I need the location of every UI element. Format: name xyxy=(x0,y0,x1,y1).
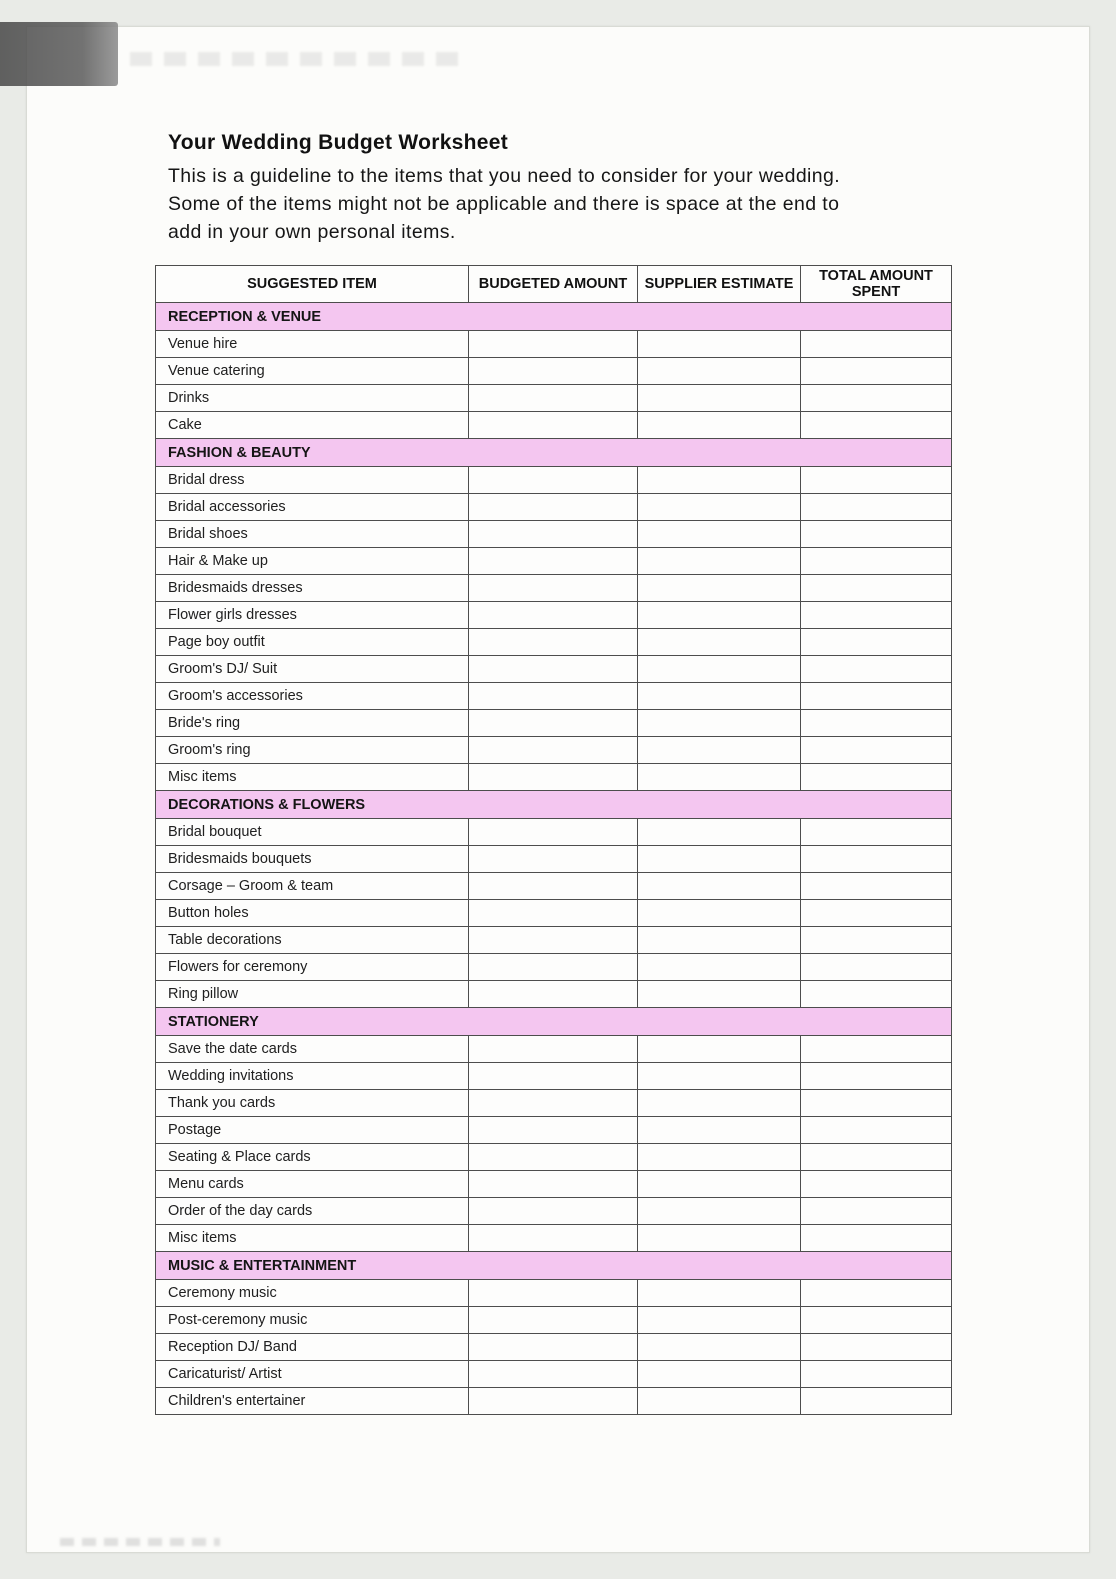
blank-cell xyxy=(469,467,638,494)
blank-cell xyxy=(801,656,952,683)
blank-cell xyxy=(638,683,801,710)
blank-cell xyxy=(801,1280,952,1307)
table-row xyxy=(156,1117,952,1144)
blank-cell xyxy=(469,1334,638,1361)
table-row xyxy=(156,1144,952,1171)
blank-cell xyxy=(638,846,801,873)
table-row xyxy=(156,575,952,602)
item-label: Caricaturist/ Artist xyxy=(156,1361,469,1388)
section-label: RECEPTION & VENUE xyxy=(156,303,952,331)
table-row xyxy=(156,683,952,710)
section-row xyxy=(156,1252,952,1280)
section-label: FASHION & BEAUTY xyxy=(156,439,952,467)
column-header-total-amount-spent: TOTAL AMOUNT SPENT xyxy=(801,266,952,303)
table-row xyxy=(156,764,952,791)
item-label: Order of the day cards xyxy=(156,1198,469,1225)
table-row xyxy=(156,954,952,981)
table-row xyxy=(156,900,952,927)
item-label: Corsage – Groom & team xyxy=(156,873,469,900)
blank-cell xyxy=(638,764,801,791)
item-label: Wedding invitations xyxy=(156,1063,469,1090)
blank-cell xyxy=(469,1388,638,1415)
blank-cell xyxy=(801,873,952,900)
blank-cell xyxy=(469,331,638,358)
table-row xyxy=(156,1090,952,1117)
blank-cell xyxy=(638,1090,801,1117)
scan-noise xyxy=(60,1538,220,1546)
blank-cell xyxy=(469,412,638,439)
page-title: Your Wedding Budget Worksheet xyxy=(168,131,509,154)
blank-cell xyxy=(801,575,952,602)
blank-cell xyxy=(638,1225,801,1252)
blank-cell xyxy=(638,900,801,927)
blank-cell xyxy=(469,1144,638,1171)
blank-cell xyxy=(801,1307,952,1334)
blank-cell xyxy=(801,900,952,927)
table-row xyxy=(156,1063,952,1090)
table-row xyxy=(156,819,952,846)
budget-table xyxy=(155,265,952,1415)
blank-cell xyxy=(469,385,638,412)
intro-paragraph xyxy=(168,162,978,246)
section-row xyxy=(156,1008,952,1036)
blank-cell xyxy=(638,927,801,954)
blank-cell xyxy=(638,1334,801,1361)
item-label: Groom's DJ/ Suit xyxy=(156,656,469,683)
blank-cell xyxy=(469,737,638,764)
blank-cell xyxy=(801,1063,952,1090)
blank-cell xyxy=(801,494,952,521)
column-header-budgeted-amount: BUDGETED AMOUNT xyxy=(469,266,638,303)
blank-cell xyxy=(801,1117,952,1144)
blank-cell xyxy=(638,656,801,683)
table-row xyxy=(156,629,952,656)
blank-cell xyxy=(801,1144,952,1171)
blank-cell xyxy=(469,494,638,521)
table-row xyxy=(156,1280,952,1307)
blank-cell xyxy=(638,1063,801,1090)
blank-cell xyxy=(638,629,801,656)
item-label: Bridesmaids bouquets xyxy=(156,846,469,873)
blank-cell xyxy=(469,927,638,954)
item-label: Cake xyxy=(156,412,469,439)
blank-cell xyxy=(801,331,952,358)
blank-cell xyxy=(638,1036,801,1063)
blank-cell xyxy=(638,710,801,737)
item-label: Venue hire xyxy=(156,331,469,358)
item-label: Children's entertainer xyxy=(156,1388,469,1415)
table-row xyxy=(156,1198,952,1225)
table-row xyxy=(156,846,952,873)
table-row xyxy=(156,737,952,764)
item-label: Hair & Make up xyxy=(156,548,469,575)
table-row xyxy=(156,873,952,900)
blank-cell xyxy=(469,846,638,873)
table-row xyxy=(156,358,952,385)
blank-cell xyxy=(801,1225,952,1252)
blank-cell xyxy=(801,521,952,548)
section-row xyxy=(156,303,952,331)
blank-cell xyxy=(801,412,952,439)
blank-cell xyxy=(638,819,801,846)
blank-cell xyxy=(801,385,952,412)
table-row xyxy=(156,602,952,629)
table-row xyxy=(156,1225,952,1252)
table-row xyxy=(156,521,952,548)
budget-table-header xyxy=(156,266,952,303)
item-label: Ring pillow xyxy=(156,981,469,1008)
item-label: Flower girls dresses xyxy=(156,602,469,629)
blank-cell xyxy=(469,1361,638,1388)
blank-cell xyxy=(801,602,952,629)
blank-cell xyxy=(469,1117,638,1144)
item-label: Post-ceremony music xyxy=(156,1307,469,1334)
blank-cell xyxy=(469,1063,638,1090)
blank-cell xyxy=(638,575,801,602)
blank-cell xyxy=(469,1307,638,1334)
blank-cell xyxy=(638,873,801,900)
item-label: Ceremony music xyxy=(156,1280,469,1307)
blank-cell xyxy=(638,1388,801,1415)
item-label: Postage xyxy=(156,1117,469,1144)
blank-cell xyxy=(469,981,638,1008)
blank-cell xyxy=(469,602,638,629)
blank-cell xyxy=(469,575,638,602)
blank-cell xyxy=(801,954,952,981)
blank-cell xyxy=(638,954,801,981)
scan-smudge xyxy=(130,52,460,66)
blank-cell xyxy=(801,1334,952,1361)
item-label: Groom's accessories xyxy=(156,683,469,710)
blank-cell xyxy=(638,358,801,385)
blank-cell xyxy=(469,1225,638,1252)
blank-cell xyxy=(638,737,801,764)
table-row xyxy=(156,1307,952,1334)
blank-cell xyxy=(638,548,801,575)
table-row xyxy=(156,981,952,1008)
blank-cell xyxy=(638,385,801,412)
blank-cell xyxy=(638,1307,801,1334)
section-row xyxy=(156,791,952,819)
blank-cell xyxy=(801,683,952,710)
blank-cell xyxy=(469,548,638,575)
blank-cell xyxy=(801,629,952,656)
blank-cell xyxy=(469,629,638,656)
item-label: Table decorations xyxy=(156,927,469,954)
item-label: Misc items xyxy=(156,1225,469,1252)
blank-cell xyxy=(801,1171,952,1198)
table-row xyxy=(156,1361,952,1388)
budget-table-body xyxy=(156,303,952,1415)
section-label: MUSIC & ENTERTAINMENT xyxy=(156,1252,952,1280)
blank-cell xyxy=(801,764,952,791)
blank-cell xyxy=(801,846,952,873)
blank-cell xyxy=(801,737,952,764)
item-label: Thank you cards xyxy=(156,1090,469,1117)
table-row xyxy=(156,1171,952,1198)
blank-cell xyxy=(469,683,638,710)
blank-cell xyxy=(801,1090,952,1117)
blank-cell xyxy=(638,1171,801,1198)
blank-cell xyxy=(469,764,638,791)
blank-cell xyxy=(638,1117,801,1144)
blank-cell xyxy=(469,1036,638,1063)
header-row xyxy=(156,266,952,303)
blank-cell xyxy=(801,981,952,1008)
table-row xyxy=(156,1036,952,1063)
table-row xyxy=(156,710,952,737)
item-label: Misc items xyxy=(156,764,469,791)
blank-cell xyxy=(638,981,801,1008)
blank-cell xyxy=(469,1198,638,1225)
blank-cell xyxy=(801,548,952,575)
table-row xyxy=(156,494,952,521)
blank-cell xyxy=(638,494,801,521)
table-row xyxy=(156,1334,952,1361)
item-label: Menu cards xyxy=(156,1171,469,1198)
section-row xyxy=(156,439,952,467)
blank-cell xyxy=(801,1388,952,1415)
blank-cell xyxy=(469,710,638,737)
blank-cell xyxy=(801,467,952,494)
blank-cell xyxy=(469,873,638,900)
section-label: DECORATIONS & FLOWERS xyxy=(156,791,952,819)
table-row xyxy=(156,331,952,358)
table-row xyxy=(156,927,952,954)
item-label: Groom's ring xyxy=(156,737,469,764)
blank-cell xyxy=(469,1090,638,1117)
blank-cell xyxy=(801,819,952,846)
item-label: Button holes xyxy=(156,900,469,927)
blank-cell xyxy=(469,656,638,683)
item-label: Reception DJ/ Band xyxy=(156,1334,469,1361)
blank-cell xyxy=(801,1361,952,1388)
blank-cell xyxy=(638,1144,801,1171)
blank-cell xyxy=(469,358,638,385)
column-header-supplier-estimate: SUPPLIER ESTIMATE xyxy=(638,266,801,303)
table-row xyxy=(156,548,952,575)
blank-cell xyxy=(638,602,801,629)
intro-line: This is a guideline to the items that you need to consider for your wedding. xyxy=(168,165,841,187)
blank-cell xyxy=(801,927,952,954)
blank-cell xyxy=(469,900,638,927)
blank-cell xyxy=(801,1198,952,1225)
table-row xyxy=(156,385,952,412)
item-label: Bridal accessories xyxy=(156,494,469,521)
blank-cell xyxy=(469,1280,638,1307)
blank-cell xyxy=(638,1361,801,1388)
item-label: Venue catering xyxy=(156,358,469,385)
item-label: Bridesmaids dresses xyxy=(156,575,469,602)
blank-cell xyxy=(638,521,801,548)
table-row xyxy=(156,412,952,439)
item-label: Bridal dress xyxy=(156,467,469,494)
item-label: Drinks xyxy=(156,385,469,412)
table-row xyxy=(156,467,952,494)
item-label: Save the date cards xyxy=(156,1036,469,1063)
blank-cell xyxy=(801,710,952,737)
item-label: Bridal shoes xyxy=(156,521,469,548)
item-label: Bridal bouquet xyxy=(156,819,469,846)
blank-cell xyxy=(801,1036,952,1063)
blank-cell xyxy=(801,358,952,385)
blank-cell xyxy=(638,412,801,439)
item-label: Bride's ring xyxy=(156,710,469,737)
column-header-suggested-item: SUGGESTED ITEM xyxy=(156,266,469,303)
blank-cell xyxy=(469,521,638,548)
section-label: STATIONERY xyxy=(156,1008,952,1036)
intro-line: Some of the items might not be applicable and there is space at the end to xyxy=(168,193,840,215)
item-label: Seating & Place cards xyxy=(156,1144,469,1171)
intro-line: add in your own personal items. xyxy=(168,221,456,243)
blank-cell xyxy=(469,1171,638,1198)
table-row xyxy=(156,656,952,683)
blank-cell xyxy=(469,954,638,981)
table-row xyxy=(156,1388,952,1415)
blank-cell xyxy=(638,467,801,494)
item-label: Page boy outfit xyxy=(156,629,469,656)
blank-cell xyxy=(469,819,638,846)
blank-cell xyxy=(638,1280,801,1307)
blank-cell xyxy=(638,1198,801,1225)
blank-cell xyxy=(638,331,801,358)
item-label: Flowers for ceremony xyxy=(156,954,469,981)
scan-artifact xyxy=(0,22,118,86)
